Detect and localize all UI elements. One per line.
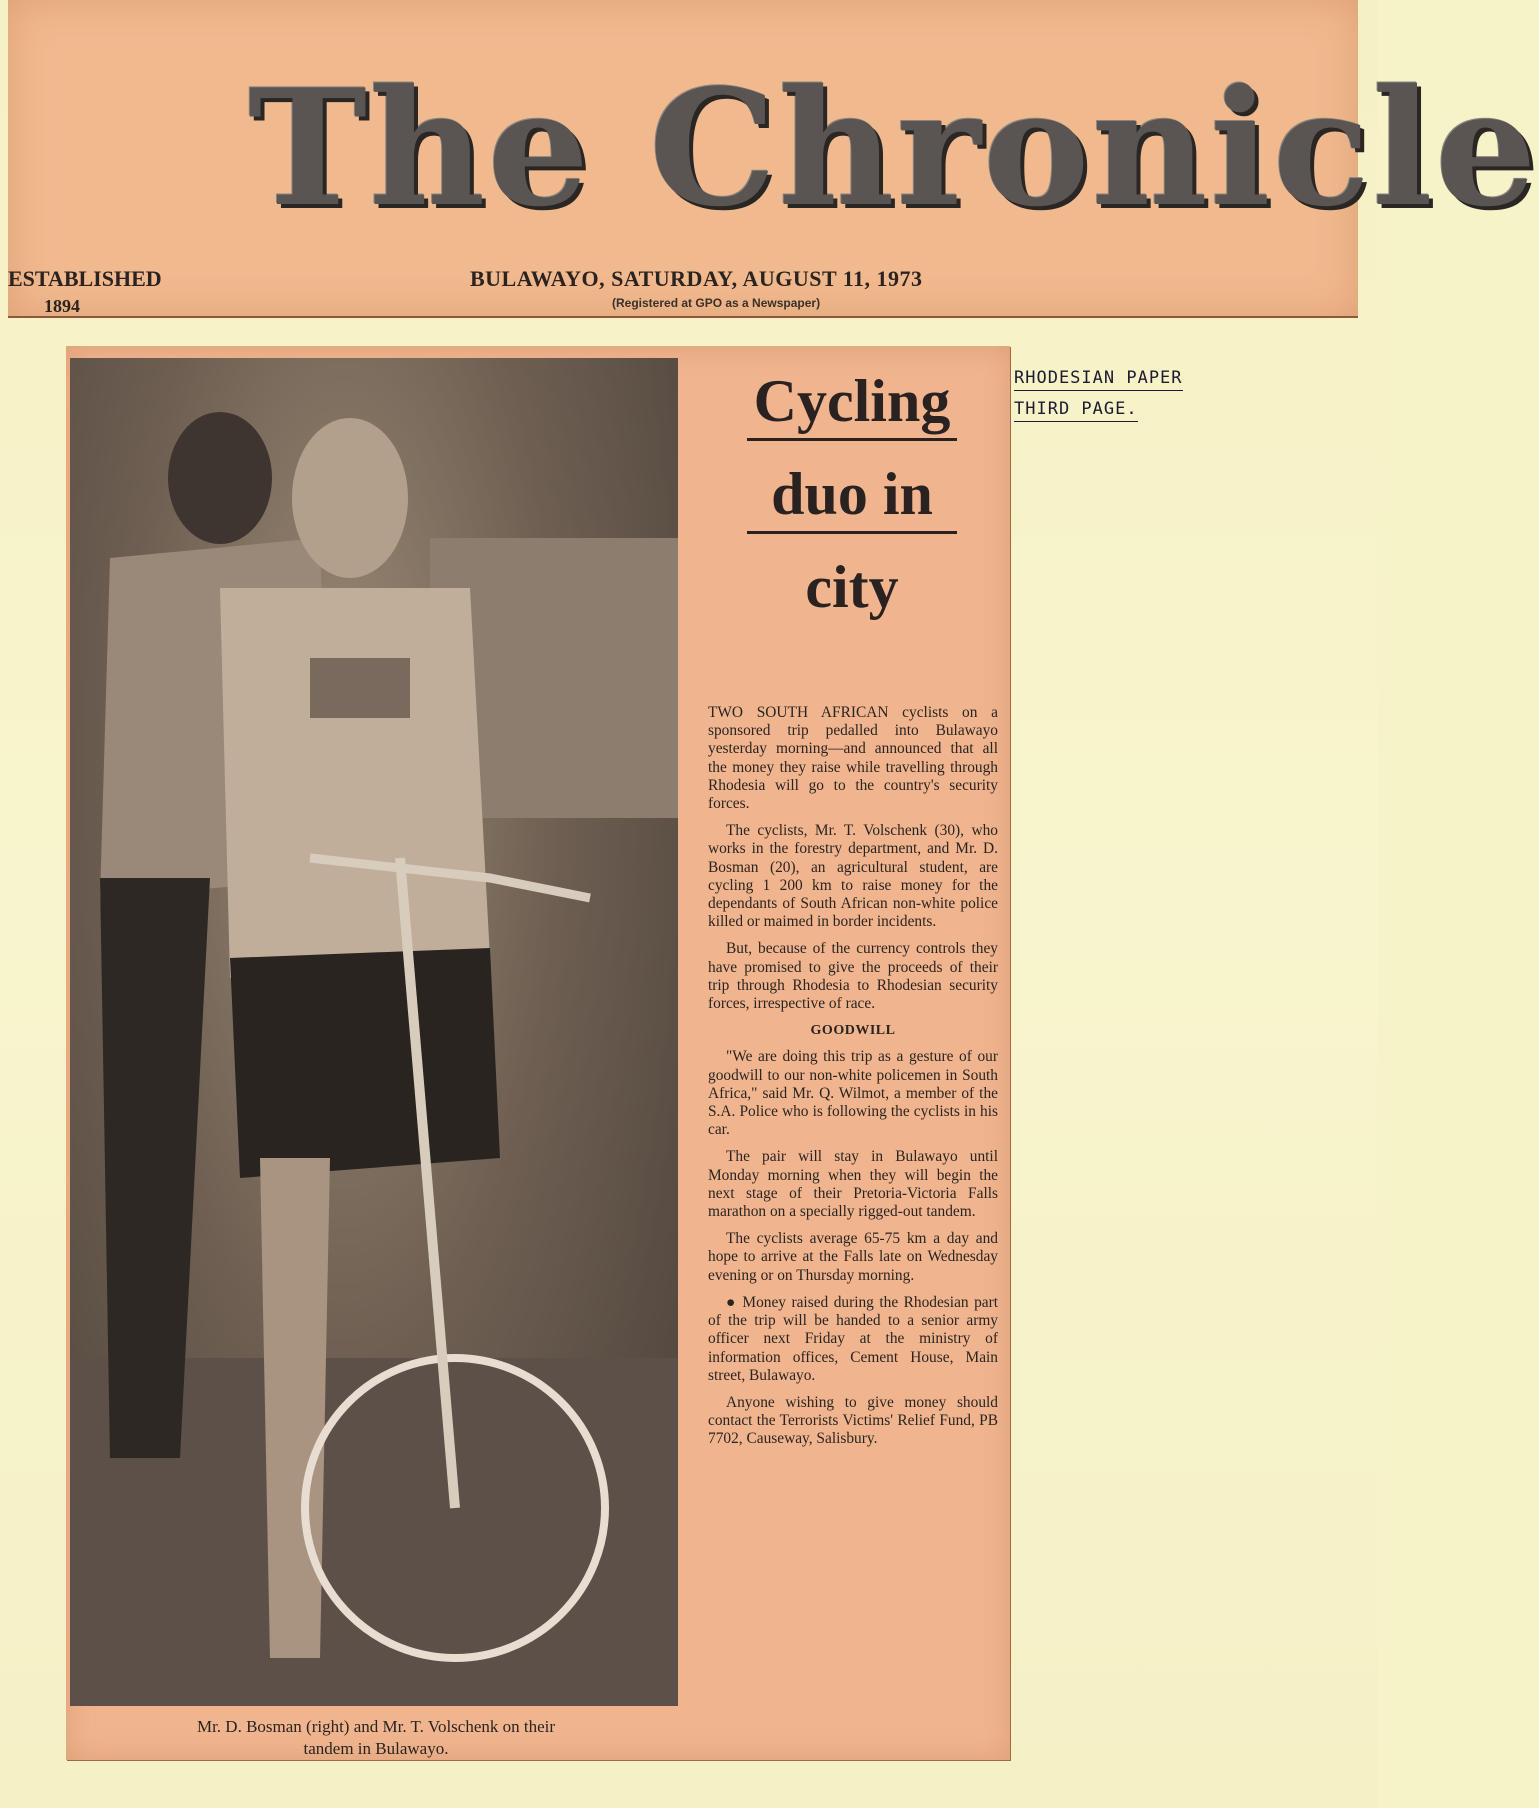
note-line-1: RHODESIAN PAPER xyxy=(1014,368,1183,391)
note-line-2: THIRD PAGE. xyxy=(1014,399,1138,422)
paragraph-8: Anyone wishing to give money should contact the Terrorists Victims' Relief Fund, PB 7702, Causeway, Salisbury. xyxy=(708,1393,998,1448)
established-year: 1894 xyxy=(44,296,80,316)
photo-caption xyxy=(66,1716,686,1760)
established-label: ESTABLISHED xyxy=(8,266,162,291)
cyclists-photo-illustration xyxy=(70,358,678,1706)
article-body xyxy=(708,704,998,1458)
dateline: BULAWAYO, SATURDAY, AUGUST 11, 1973 xyxy=(470,266,923,291)
headline-line-1: Cycling xyxy=(753,368,951,434)
paragraph-4: "We are doing this trip as a gesture of our goodwill to our non-white policemen in South Africa," said Mr. Q. Wilmot, a member of the S.A. Police who is following the cyclists in his car. xyxy=(708,1048,998,1139)
paragraph-2: The cyclists, Mr. T. Volschenk (30), who works in the forestry department, and Mr. D. Bosman (20), an agricultural student, are cycling 1 200 km to raise money for the dependants of South African non-white police killed or maimed in border incidents. xyxy=(708,822,998,931)
front-rider-leg xyxy=(260,1158,330,1658)
paragraph-5: The pair will stay in Bulawayo until Monday morning when they will begin the next stage of their Pretoria-Victoria Falls marathon on a specially rigged-out tandem. xyxy=(708,1148,998,1221)
caption-line-2: tandem in Bulawayo. xyxy=(303,1739,449,1758)
newspaper-masthead xyxy=(8,0,1539,318)
newspaper-title: The Chronicle xyxy=(248,54,1539,242)
caption-line-1: Mr. D. Bosman (right) and Mr. T. Volschenk on their xyxy=(196,1717,556,1736)
headline xyxy=(702,368,1002,620)
article-clipping xyxy=(66,346,1010,1760)
paragraph-3: But, because of the currency controls they have promised to give the proceeds of their trip through Rhodesia to Rhodesian security forces, irrespective of race. xyxy=(708,940,998,1013)
headline-line-2: duo in xyxy=(771,461,933,527)
registration-note: (Registered at GPO as a Newspaper) xyxy=(612,296,821,310)
front-rider-shorts xyxy=(230,948,500,1178)
headline-rule-2 xyxy=(747,531,957,534)
headline-rule-1 xyxy=(747,438,957,441)
headline-line-3: city xyxy=(805,554,899,620)
handwritten-note xyxy=(1014,368,1314,430)
back-rider-head xyxy=(168,412,272,544)
subhead-goodwill: GOODWILL xyxy=(810,1023,896,1039)
shirt-logo xyxy=(310,658,410,718)
front-rider-shirt xyxy=(220,588,490,978)
paragraph-1: TWO SOUTH AFRICAN cyclists on a sponsored trip pedalled into Bulawayo yesterday morning—and announced that all the money they raise while travelling through Rhodesia will go to the country's security forces. xyxy=(708,704,998,813)
paragraph-7: ● Money raised during the Rhodesian part of the trip will be handed to a senior army officer next Friday at the ministry of information offices, Cement House, Main street, Bulawayo. xyxy=(708,1293,998,1384)
paragraph-6: The cyclists average 65-75 km a day and hope to arrive at the Falls late on Wednesday evening or on Thursday morning. xyxy=(708,1230,998,1284)
cyclists-photo xyxy=(70,358,678,1706)
front-rider-head xyxy=(292,418,408,578)
